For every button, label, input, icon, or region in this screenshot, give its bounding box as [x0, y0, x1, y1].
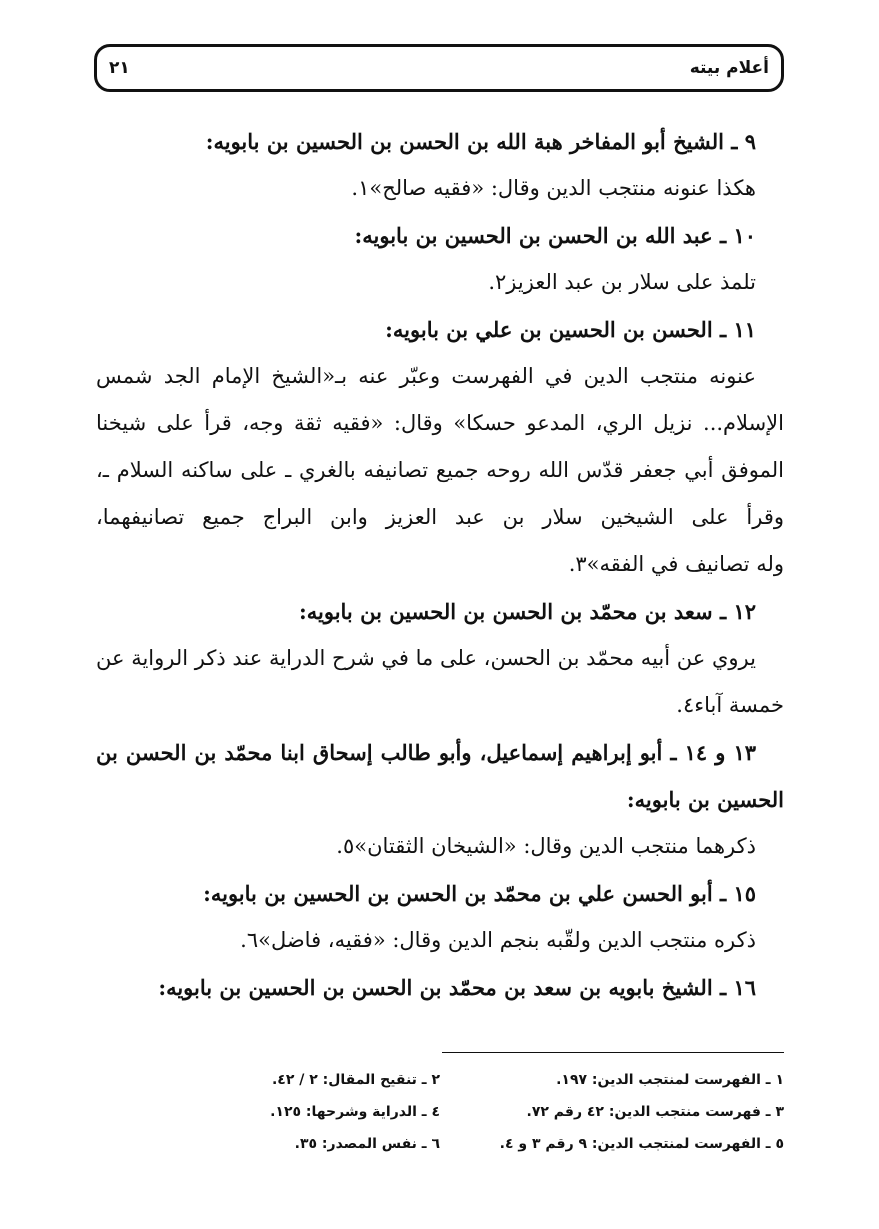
entry-heading-continued: الحسين بن بابويه: [626, 787, 784, 812]
running-header [94, 44, 784, 92]
entry-heading: ١٠ ـ عبد الله بن الحسن بن الحسين بن بابويه: [354, 223, 756, 248]
text-line: هكذا عنونه منتجب الدين وقال: «فقيه صالح»١. [351, 176, 756, 200]
text-line: يروي عن أبيه محمّد بن الحسن، على ما في شرح الدراية عند ذكر الرواية عن [96, 646, 756, 670]
text-line: ذكرهما منتجب الدين وقال: «الشيخان الثقتان»٥. [336, 834, 756, 858]
text-line: الموفق أبي جعفر قدّس الله روحه جميع تصانيفه بالغري ـ على ساكنه السلام ـ، [96, 458, 784, 482]
page-number: ٢١ [109, 58, 130, 78]
text-line: ذكره منتجب الدين ولقّبه بنجم الدين وقال: «فقيه، فاضل»٦. [240, 928, 756, 952]
text-line: عنونه منتجب الدين في الفهرست وعبّر عنه بـ«الشيخ الإمام الجد شمس [96, 364, 756, 388]
text-line: وقرأ على الشيخين سلار بن عبد العزيز وابن البراج جميع تصانيفهما، [96, 505, 784, 529]
text-line: تلمذ على سلار بن عبد العزيز٢. [488, 270, 756, 294]
text-line: وله تصانيف في الفقه»٣. [568, 552, 784, 576]
entry-heading: ١٣ و ١٤ ـ أبو إبراهيم إسماعيل، وأبو طالب إسحاق ابنا محمّد بن الحسن بن [96, 740, 757, 765]
text-line: الإسلام... نزيل الري، المدعو حسكا» وقال: «فقيه ثقة وجه، قرأ على شيخنا [96, 411, 784, 435]
entry-heading: ٩ ـ الشيخ أبو المفاخر هبة الله بن الحسن بن الحسين بن بابويه: [205, 129, 756, 154]
footnote: ٥ ـ الفهرست لمنتجب الدين: ٩ رقم ٣ و ٤. [499, 1136, 784, 1152]
footnote: ٣ ـ فهرست منتجب الدين: ٤٢ رقم ٧٢. [526, 1104, 784, 1120]
footnote-separator [442, 1052, 784, 1053]
footnote: ١ ـ الفهرست لمنتجب الدين: ١٩٧. [556, 1072, 784, 1088]
footnote-row [96, 1128, 784, 1160]
entry-heading: ١٦ ـ الشيخ بابويه بن سعد بن محمّد بن الحسن بن الحسين بن بابويه: [158, 975, 756, 1000]
main-text [96, 118, 784, 1011]
entry-heading: ١١ ـ الحسن بن الحسين بن علي بن بابويه: [385, 317, 756, 342]
footnote: ٦ ـ نفس المصدر: ٣٥. [294, 1136, 440, 1152]
footnote: ٤ ـ الدراية وشرحها: ١٢٥. [270, 1104, 440, 1120]
text-line: خمسة آباء٤. [676, 693, 784, 717]
footnotes [96, 1064, 784, 1160]
footnote-row [96, 1064, 784, 1096]
entry-heading: ١٢ ـ سعد بن محمّد بن الحسن بن الحسين بن بابويه: [298, 599, 756, 624]
footnote-row [96, 1096, 784, 1128]
footnote: ٢ ـ تنقيح المقال: ٢ / ٤٢. [271, 1072, 440, 1088]
entry-heading: ١٥ ـ أبو الحسن علي بن محمّد بن الحسن بن الحسين بن بابويه: [203, 881, 756, 906]
running-title: أعلام بيته [689, 58, 769, 78]
